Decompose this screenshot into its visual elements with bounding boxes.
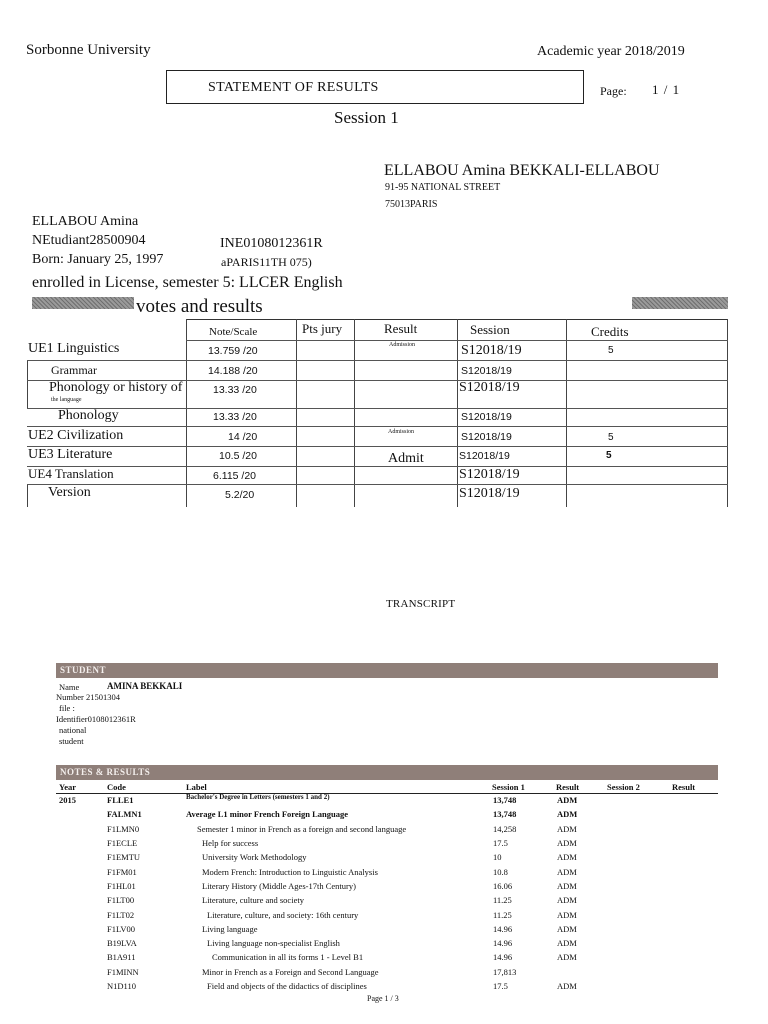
row-session1: 11.25 <box>493 895 512 905</box>
grid-line <box>727 319 728 507</box>
grid-line <box>296 319 297 507</box>
row-result: Admit <box>388 451 424 466</box>
row-name: UE3 Literature <box>28 447 113 462</box>
row-result: ADM <box>557 895 577 905</box>
student-band-label: STUDENT <box>60 665 107 675</box>
grid-line <box>27 446 728 447</box>
grid-line <box>27 408 728 409</box>
student-number: NEtudiant28500904 <box>32 233 146 248</box>
row-name-sub: the language <box>51 397 82 403</box>
row-code: B19LVA <box>107 938 137 948</box>
student-line: student <box>59 736 84 746</box>
page-label: Page: <box>600 84 627 98</box>
row-session: S12018/19 <box>461 431 512 443</box>
row-result: ADM <box>557 852 577 862</box>
statement-of-results <box>0 0 768 507</box>
row-label: Living language non-specialist English <box>207 938 340 948</box>
row-session1: 14.96 <box>493 952 513 962</box>
row-credits: 5 <box>608 432 614 443</box>
row-result: ADM <box>557 795 578 805</box>
grid-line <box>27 484 28 507</box>
row-code: F1LMN0 <box>107 824 140 834</box>
votes-title: votes and results <box>136 296 263 317</box>
row-code: F1LT00 <box>107 895 135 905</box>
row-code: F1MINN <box>107 967 139 977</box>
name-value: AMINA BEKKALI <box>107 681 183 691</box>
row-code: F1ECLE <box>107 838 138 848</box>
row-result: ADM <box>557 838 577 848</box>
row-name: UE4 Translation <box>28 466 114 481</box>
university-name: Sorbonne University <box>26 42 151 58</box>
row-session1: 13,748 <box>493 795 517 805</box>
grid-line <box>566 319 567 507</box>
row-label: Modern French: Introduction to Linguistic Analysis <box>202 867 378 877</box>
row-session: S12018/19 <box>461 411 512 423</box>
row-result: ADM <box>557 981 577 991</box>
row-session1: 17,813 <box>493 967 517 977</box>
header-rule <box>56 793 718 794</box>
row-name: Phonology <box>58 408 119 423</box>
row-code: N1D110 <box>107 981 136 991</box>
grid-line <box>27 360 728 361</box>
student-name: ELLABOU Amina <box>32 214 139 229</box>
row-label: Help for success <box>202 838 259 848</box>
row-result: ADM <box>557 910 577 920</box>
row-result: Admission <box>389 342 416 348</box>
row-label: Literary History (Middle Ages-17th Century) <box>202 881 356 891</box>
row-score: 13.33 /20 <box>213 384 257 396</box>
row-name: Phonology or history of <box>49 380 183 395</box>
row-code: B1A911 <box>107 952 136 962</box>
grid-line <box>354 319 355 507</box>
row-label: Literature, culture and society <box>202 895 304 905</box>
grid-line <box>27 360 28 408</box>
page-footer: Page 1 / 3 <box>367 994 399 1003</box>
row-session: S12018/19 <box>461 343 522 358</box>
page-number: 1 / 1 <box>652 82 681 97</box>
header-note: Note/Scale <box>209 326 258 338</box>
statement-title: STATEMENT OF RESULTS <box>208 80 379 95</box>
row-year: 2015 <box>59 795 76 805</box>
notes-band-label: NOTES & RESULTS <box>60 767 151 777</box>
row-name: UE2 Civilization <box>28 428 124 443</box>
birth-place: aPARIS11TH 075) <box>221 255 312 269</box>
row-session1: 10.8 <box>493 867 508 877</box>
grid-line <box>27 426 728 427</box>
grid-line <box>27 484 728 485</box>
row-session: S12018/19 <box>459 467 520 482</box>
row-label: Communication in all its forms 1 - Level B1 <box>212 952 364 962</box>
transcript-title: TRANSCRIPT <box>386 598 456 610</box>
row-code: FLLE1 <box>107 795 134 805</box>
row-session: S12018/19 <box>459 380 520 395</box>
row-result: ADM <box>557 881 577 891</box>
col-result2: Result <box>672 782 696 792</box>
row-code: F1LV00 <box>107 924 136 934</box>
grid-line <box>186 340 728 341</box>
row-result: ADM <box>557 867 577 877</box>
row-score: 6.115 /20 <box>213 470 257 482</box>
header-credits: Credits <box>591 324 629 339</box>
header-session: Session <box>470 322 510 337</box>
row-session: S12018/19 <box>461 365 512 377</box>
col-year: Year <box>59 782 76 792</box>
row-code: F1HL01 <box>107 881 136 891</box>
header-result: Result <box>384 321 418 336</box>
row-code: FALMN1 <box>107 809 142 819</box>
row-score: 13.33 /20 <box>213 411 257 423</box>
academic-year: Academic year 2018/2019 <box>537 44 685 59</box>
session-heading: Session 1 <box>334 108 399 127</box>
row-result: ADM <box>557 924 577 934</box>
col-session1: Session 1 <box>492 782 525 792</box>
student-band <box>56 663 718 678</box>
row-score: 10.5 /20 <box>219 450 257 462</box>
transcript <box>0 507 768 1024</box>
student-ine: INE0108012361R <box>220 236 323 251</box>
row-score: 5.2/20 <box>225 489 255 501</box>
redaction-bar-right <box>632 297 728 309</box>
number-line: Number 21501304 <box>56 692 120 702</box>
name-label: Name <box>59 682 80 692</box>
redaction-bar-left <box>32 297 134 309</box>
row-name: Grammar <box>51 363 97 377</box>
row-session: S12018/19 <box>459 450 510 462</box>
notes-band <box>56 765 718 780</box>
row-session1: 14,258 <box>493 824 517 834</box>
row-session1: 14.96 <box>493 938 513 948</box>
row-session1: 10 <box>493 852 502 862</box>
row-label: University Work Methodology <box>202 852 307 862</box>
row-session1: 13,748 <box>493 809 517 819</box>
col-result: Result <box>556 782 580 792</box>
header-pts-jury: Pts jury <box>302 321 343 336</box>
row-session1: 17.5 <box>493 981 508 991</box>
col-label: Label <box>186 782 207 792</box>
row-label: Bachelor's Degree in Letters (semesters 1 and 2) <box>186 793 330 801</box>
grid-line <box>457 319 458 507</box>
grid-line <box>27 466 728 467</box>
identifier-line: Identifier0108012361R <box>56 714 136 724</box>
row-session: S12018/19 <box>459 486 520 501</box>
row-label: Minor in French as a Foreign and Second Language <box>202 967 379 977</box>
row-session1: 14.96 <box>493 924 513 934</box>
row-result: Admission <box>388 429 415 435</box>
col-session2: Session 2 <box>607 782 640 792</box>
row-label: Average L1 minor French Foreign Language <box>186 809 349 819</box>
row-name: Version <box>48 485 91 500</box>
grid-line <box>186 319 187 507</box>
national-line: national <box>59 725 87 735</box>
row-label: Literature, culture, and society: 16th century <box>207 910 359 920</box>
row-score: 14.188 /20 <box>208 365 258 377</box>
address-name: ELLABOU Amina BEKKALI-ELLABOU <box>384 162 660 179</box>
file-line: file : <box>59 703 75 713</box>
address-city: 75013PARIS <box>385 199 438 210</box>
row-label: Field and objects of the didactics of disciplines <box>207 981 367 991</box>
row-label: Semester 1 minor in French as a foreign and second language <box>197 824 407 834</box>
row-label: Living language <box>202 924 258 934</box>
row-credits: 5 <box>606 450 612 461</box>
row-code: F1EMTU <box>107 852 141 862</box>
row-score: 13.759 /20 <box>208 345 258 357</box>
row-session1: 16.06 <box>493 881 513 891</box>
enrollment-line: enrolled in License, semester 5: LLCER English <box>32 274 343 291</box>
row-code: F1FM01 <box>107 867 137 877</box>
row-credits: 5 <box>608 345 614 356</box>
row-session1: 17.5 <box>493 838 508 848</box>
row-result: ADM <box>557 809 578 819</box>
row-session1: 11.25 <box>493 910 512 920</box>
row-result: ADM <box>557 952 577 962</box>
address-street: 91-95 NATIONAL STREET <box>385 182 501 193</box>
row-code: F1LT02 <box>107 910 135 920</box>
row-name: UE1 Linguistics <box>28 341 120 356</box>
col-code: Code <box>107 782 126 792</box>
row-result: ADM <box>557 824 577 834</box>
row-score: 14 /20 <box>228 431 258 443</box>
row-result: ADM <box>557 938 577 948</box>
birth-date: Born: January 25, 1997 <box>32 252 164 267</box>
